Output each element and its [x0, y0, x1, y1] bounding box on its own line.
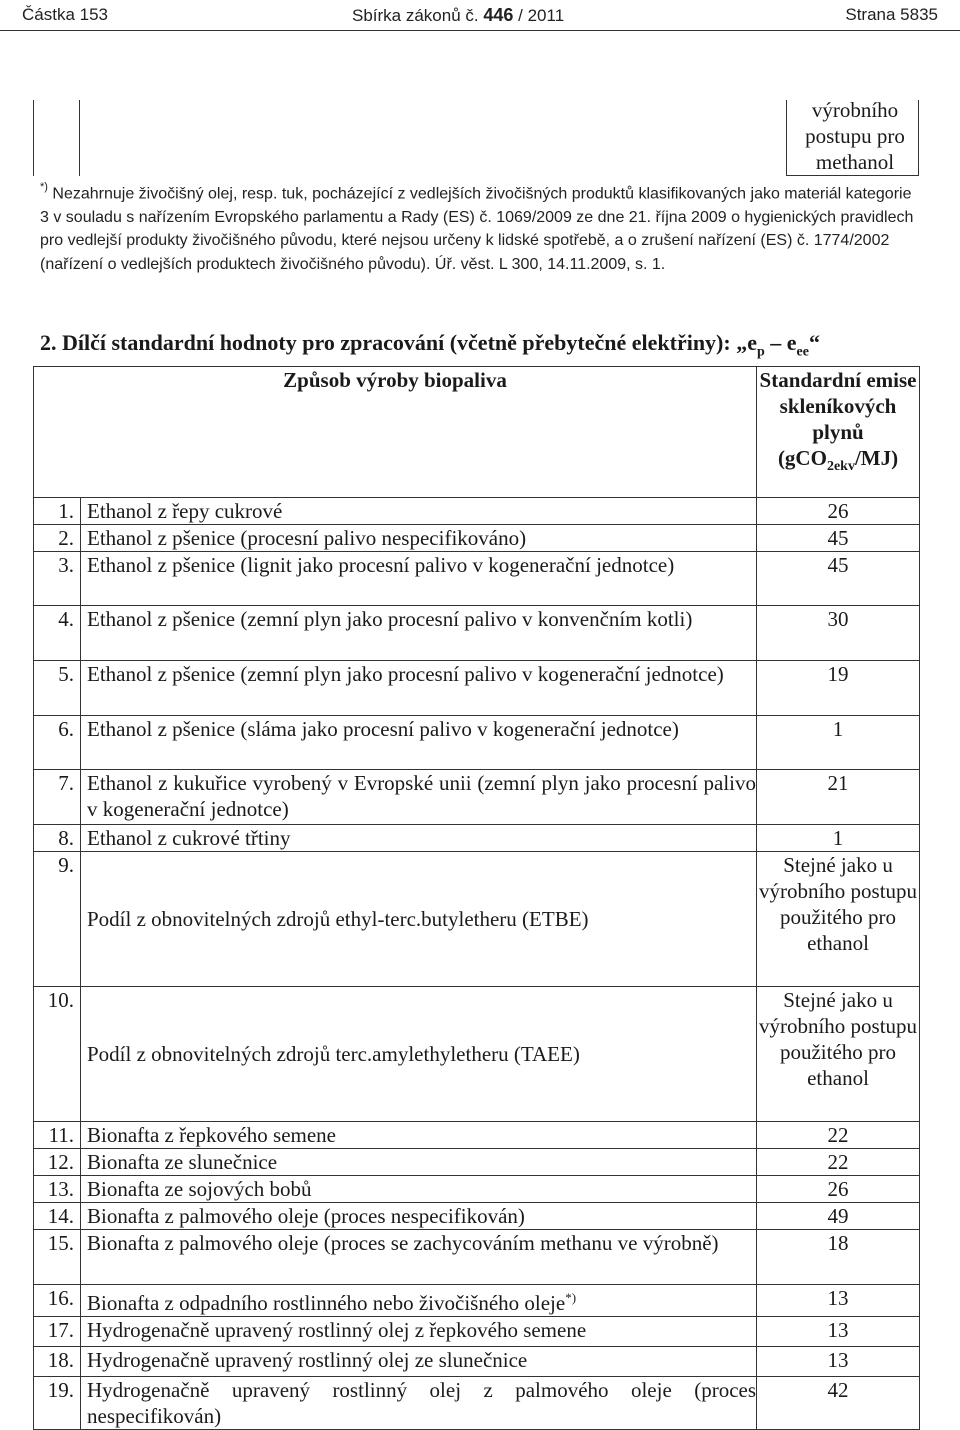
row-number: 7. [34, 770, 81, 825]
row-number: 1. [34, 498, 81, 525]
row-description: Podíl z obnovitelných zdrojů ethyl-terc.butyletheru (ETBE) [81, 852, 757, 987]
fragment-cell-text: výrobního postupu pro methanol [805, 98, 905, 174]
fragment-border-left [33, 100, 34, 176]
footnote [40, 178, 920, 276]
table-header-row [34, 367, 920, 498]
row-number: 5. [34, 661, 81, 716]
section-title: 2. Dílčí standardní hodnoty pro zpracování (včetně přebytečné elektřiny): $„e_p$ – $e_{ee}“$ [40, 330, 820, 360]
table-row [34, 606, 920, 661]
row-description: Ethanol z pšenice (zemní plyn jako procesní palivo v kogenerační jednotce) [81, 661, 757, 716]
row-value: 49 [757, 1203, 920, 1230]
row-description: Ethanol z pšenice (procesní palivo nespecifikováno) [81, 525, 757, 552]
row-number: 12. [34, 1149, 81, 1176]
table-row [34, 552, 920, 606]
row-description: Podíl z obnovitelných zdrojů terc.amylethyletheru (TAEE) [81, 987, 757, 1122]
row-description: Ethanol z řepy cukrové [81, 498, 757, 525]
row-value: 18 [757, 1230, 920, 1285]
row-value: Stejné jako u výrobního postupu použitého pro ethanol [757, 852, 920, 987]
table-row [34, 1149, 920, 1176]
header-collection: Sbírka zákonů č. 446 / 2011 [352, 5, 565, 25]
row-description: Ethanol z cukrové třtiny [81, 825, 757, 852]
footnote-ref: *) [565, 1290, 577, 1305]
row-value: 13 [757, 1285, 920, 1317]
fragment-border-bottom [786, 175, 919, 176]
header-law-number: 446 [483, 5, 514, 25]
row-number: 19. [34, 1377, 81, 1430]
row-value: 13 [757, 1317, 920, 1347]
row-value: 26 [757, 1176, 920, 1203]
row-number: 13. [34, 1176, 81, 1203]
table-row [34, 770, 920, 825]
footnote-text: Nezahrnuje živočišný olej, resp. tuk, pocházející z vedlejších živočišných produktů klasifikovaných jako materiál kategorie 3 v souladu s nařízením Evropského parlamentu a Rady (ES) č. 1069/2009 ze dne 21. října 2009 o hygienických pravidlech pro vedlejší produkty živočišného původu, které nejsou určeny k lidské spotřebě, a o zrušení nařízení (ES) č. 1774/2002 (nařízení o vedlejších produktech živočišného původu). Úř. věst. L 300, 14.11.2009, s. 1. [40, 185, 914, 273]
row-value: 19 [757, 661, 920, 716]
fragment-border-num [79, 100, 80, 176]
row-value: 1 [757, 716, 920, 770]
row-number: 10. [34, 987, 81, 1122]
row-value: Stejné jako u výrobního postupu použitého pro ethanol [757, 987, 920, 1122]
table-row [34, 1317, 920, 1347]
table-row [34, 1285, 920, 1317]
row-description: Ethanol z kukuřice vyrobený v Evropské unii (zemní plyn jako procesní palivo v kogenerační jednotce) [81, 770, 757, 825]
table-row [34, 1122, 920, 1149]
row-description: Ethanol z pšenice (zemní plyn jako procesní palivo v konvenčním kotli) [81, 606, 757, 661]
row-description: Bionafta z palmového oleje (proces nespecifikován) [81, 1203, 757, 1230]
row-value: 1 [757, 825, 920, 852]
row-number: 8. [34, 825, 81, 852]
row-value: 45 [757, 552, 920, 606]
row-description: Bionafta ze slunečnice [81, 1149, 757, 1176]
row-number: 6. [34, 716, 81, 770]
row-number: 17. [34, 1317, 81, 1347]
col-desc-header: Způsob výroby biopaliva [34, 367, 757, 498]
row-description: Hydrogenačně upravený rostlinný olej z řepkového semene [81, 1317, 757, 1347]
row-number: 15. [34, 1230, 81, 1285]
row-number: 14. [34, 1203, 81, 1230]
table-row [34, 987, 920, 1122]
row-description: Hydrogenačně upravený rostlinný olej z palmového oleje (proces nespecifikován) [81, 1377, 757, 1430]
row-value: 45 [757, 525, 920, 552]
table-row [34, 825, 920, 852]
row-number: 3. [34, 552, 81, 606]
row-number: 18. [34, 1347, 81, 1377]
row-value: 42 [757, 1377, 920, 1430]
table-row [34, 525, 920, 552]
table-row [34, 661, 920, 716]
row-value: 30 [757, 606, 920, 661]
emissions-table [33, 366, 920, 1430]
row-value: 22 [757, 1122, 920, 1149]
footnote-marker: *) [40, 181, 48, 193]
table-row [34, 852, 920, 987]
table-fragment-continued [33, 100, 919, 176]
row-description: Bionafta z palmového oleje (proces se zachycováním methanu ve výrobně) [81, 1230, 757, 1285]
fragment-border-val [786, 100, 787, 176]
row-number: 2. [34, 525, 81, 552]
row-value: 13 [757, 1347, 920, 1377]
header-divider [0, 30, 960, 31]
row-number: 16. [34, 1285, 81, 1317]
table-row [34, 1203, 920, 1230]
row-number: 9. [34, 852, 81, 987]
row-description: Bionafta ze sojových bobů [81, 1176, 757, 1203]
header-page-number: Strana 5835 [845, 5, 938, 24]
row-number: 11. [34, 1122, 81, 1149]
row-value: 22 [757, 1149, 920, 1176]
row-description: Hydrogenačně upravený rostlinný olej ze slunečnice [81, 1347, 757, 1377]
table-row [34, 1176, 920, 1203]
header-issue: Částka 153 [22, 5, 108, 24]
row-description: Bionafta z řepkového semene [81, 1122, 757, 1149]
col-val-header: Standardní emise skleníkových plynů (gCO$_{2ekv}$/MJ) [757, 367, 920, 498]
table-row [34, 1230, 920, 1285]
row-value: 21 [757, 770, 920, 825]
table-row [34, 716, 920, 770]
table-row [34, 1377, 920, 1430]
row-description: Bionafta z odpadního rostlinného nebo živočišného oleje*) [81, 1285, 757, 1317]
table-row [34, 498, 920, 525]
row-description: Ethanol z pšenice (sláma jako procesní palivo v kogenerační jednotce) [81, 716, 757, 770]
page-header [0, 0, 960, 32]
table-row [34, 1347, 920, 1377]
row-value: 26 [757, 498, 920, 525]
row-number: 4. [34, 606, 81, 661]
row-description: Ethanol z pšenice (lignit jako procesní palivo v kogenerační jednotce) [81, 552, 757, 606]
